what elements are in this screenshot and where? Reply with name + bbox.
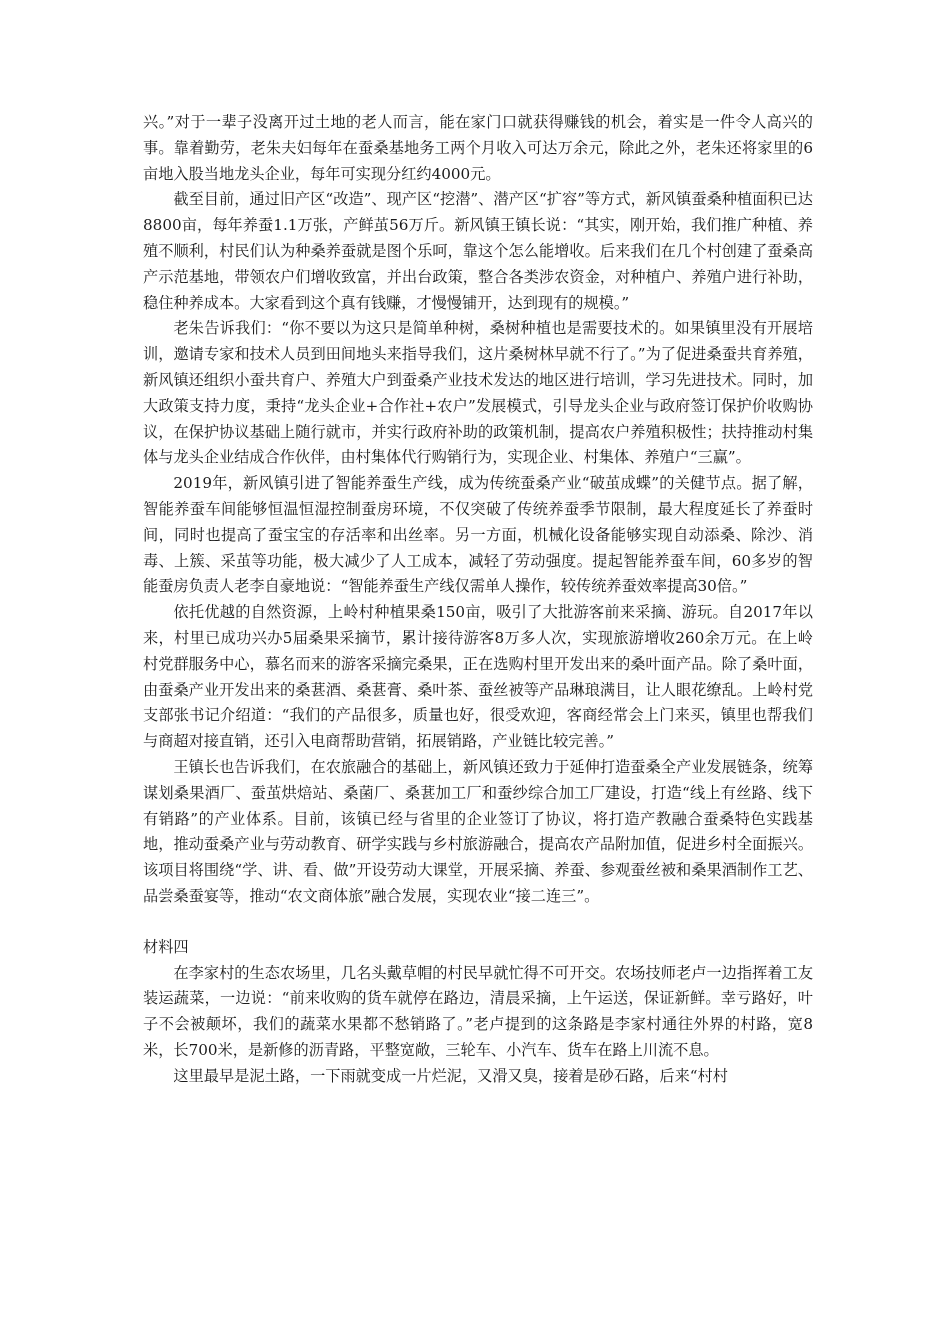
paragraph: 2019年，新风镇引进了智能养蚕生产线，成为传统蚕桑产业“破茧成蝶”的关健节点。据了解，智能养蚕车间能够恒温恒湿控制蚕房环境，不仅突破了传统养蚕季节限制，最大程度延长了养蚕时间，同时也提高了蚕宝宝的存活率和出丝率。另一方面，机械化设备能够实现自动添桑、除沙、消毒、上簇、采茧等功能，极大减少了人工成本，减轻了劳动强度。提起智能养蚕车间，60多岁的智能蚕房负责人老李自豪地说：“智能养蚕生产线仅需单人操作，较传统养蚕效率提高30倍。” <box>143 474 813 596</box>
paragraph: 依托优越的自然资源，上岭村种植果桑150亩，吸引了大批游客前来采摘、游玩。自2017年以来，村里已成功兴办5届桑果采摘节，累计接待游客8万多人次，实现旅游增收260余万元。在上岭村党群服务中心，慕名而来的游客采摘完桑果，正在选购村里开发出来的桑叶面产品。除了桑叶面，由蚕桑产业开发出来的桑葚酒、桑葚膏、桑叶茶、蚕丝被等产品琳琅满目，让人眼花缭乱。上岭村党支部张书记介绍道：“我们的产品很多，质量也好，很受欢迎，客商经常会上门来买，镇里也帮我们与商超对接直销，还引入电商帮助营销，拓展销路，产业链比较完善。” <box>143 603 813 751</box>
document-page <box>143 110 813 1089</box>
paragraph: 截至目前，通过旧产区“改造”、现产区“挖潜”、潜产区“扩容”等方式，新风镇蚕桑种植面积已达8800亩，每年养蚕1.1万张，产鲜茧56万斤。新风镇王镇长说：“其实，刚开始，我们推广种植、养殖不顺利，村民们认为种桑养蚕就是图个乐呵，靠这个怎么能增收。后来我们在几个村创建了蚕桑高产示范基地，带领农户们增收致富，并出台政策，整合各类涉农资金，对种植户、养殖户进行补助，稳住种养成本。大家看到这个真有钱赚，才慢慢铺开，达到现有的规模。” <box>143 190 813 312</box>
paragraph: 王镇长也告诉我们，在农旅融合的基础上，新风镇还致力于延伸打造蚕桑全产业发展链条，统筹谋划桑果酒厂、蚕茧烘焙站、桑菌厂、桑葚加工厂和蚕纱综合加工厂建设，打造“线上有丝路、线下有销路”的产业体系。目前，该镇已经与省里的企业签订了协议，将打造产教融合蚕桑特色实践基地，推动蚕桑产业与劳动教育、研学实践与乡村旅游融合，提高农产品附加值，促进乡村全面振兴。该项目将围绕“学、讲、看、做”开设劳动大课堂，开展采摘、养蚕、参观蚕丝被和桑果酒制作工艺、品尝桑蚕宴等，推动“农文商体旅”融合发展，实现农业“接二连三”。 <box>143 757 813 905</box>
paragraph: 在李家村的生态农场里，几名头戴草帽的村民早就忙得不可开交。农场技师老卢一边指挥着工友装运蔬菜，一边说：“前来收购的货车就停在路边，清晨采摘，上午运送，保证新鲜。幸亏路好，叶子不会被颠坏，我们的蔬菜水果都不愁销路了。”老卢提到的这条路是李家村通往外界的村路，宽8米，长700米，是新修的沥青路，平整宽敞，三轮车、小汽车、货车在路上川流不息。 <box>143 963 813 1059</box>
paragraph: 兴。”对于一辈子没离开过土地的老人而言，能在家门口就获得赚钱的机会，着实是一件令人高兴的事。靠着勤劳，老朱夫妇每年在蚕桑基地务工两个月收入可达万余元，除此之外，老朱还将家里的6亩地入股当地龙头企业，每年可实现分红约4000元。 <box>143 113 813 183</box>
paragraph: 这里最早是泥土路，一下雨就变成一片烂泥，又滑又臭，接着是砂石路，后来“村村 <box>173 1066 728 1085</box>
section-title: 材料四 <box>143 937 189 956</box>
paragraph: 老朱告诉我们：“你不要以为这只是简单种树，桑树种植也是需要技术的。如果镇里没有开展培训，邀请专家和技术人员到田间地头来指导我们，这片桑树林早就不行了。”为了促进桑蚕共育养殖，新风镇还组织小蚕共育户、养殖大户到蚕桑产业技术发达的地区进行培训，学习先进技术。同时，加大政策支持力度，秉持“龙头企业+合作社+农户”发展模式，引导龙头企业与政府签订保护价收购协议，在保护协议基础上随行就市，并实行政府补助的政策机制，提高农户养殖积极性；扶持推动村集体与龙头企业结成合作伙伴，由村集体代行购销行为，实现企业、村集体、养殖户“三赢”。 <box>143 319 813 467</box>
